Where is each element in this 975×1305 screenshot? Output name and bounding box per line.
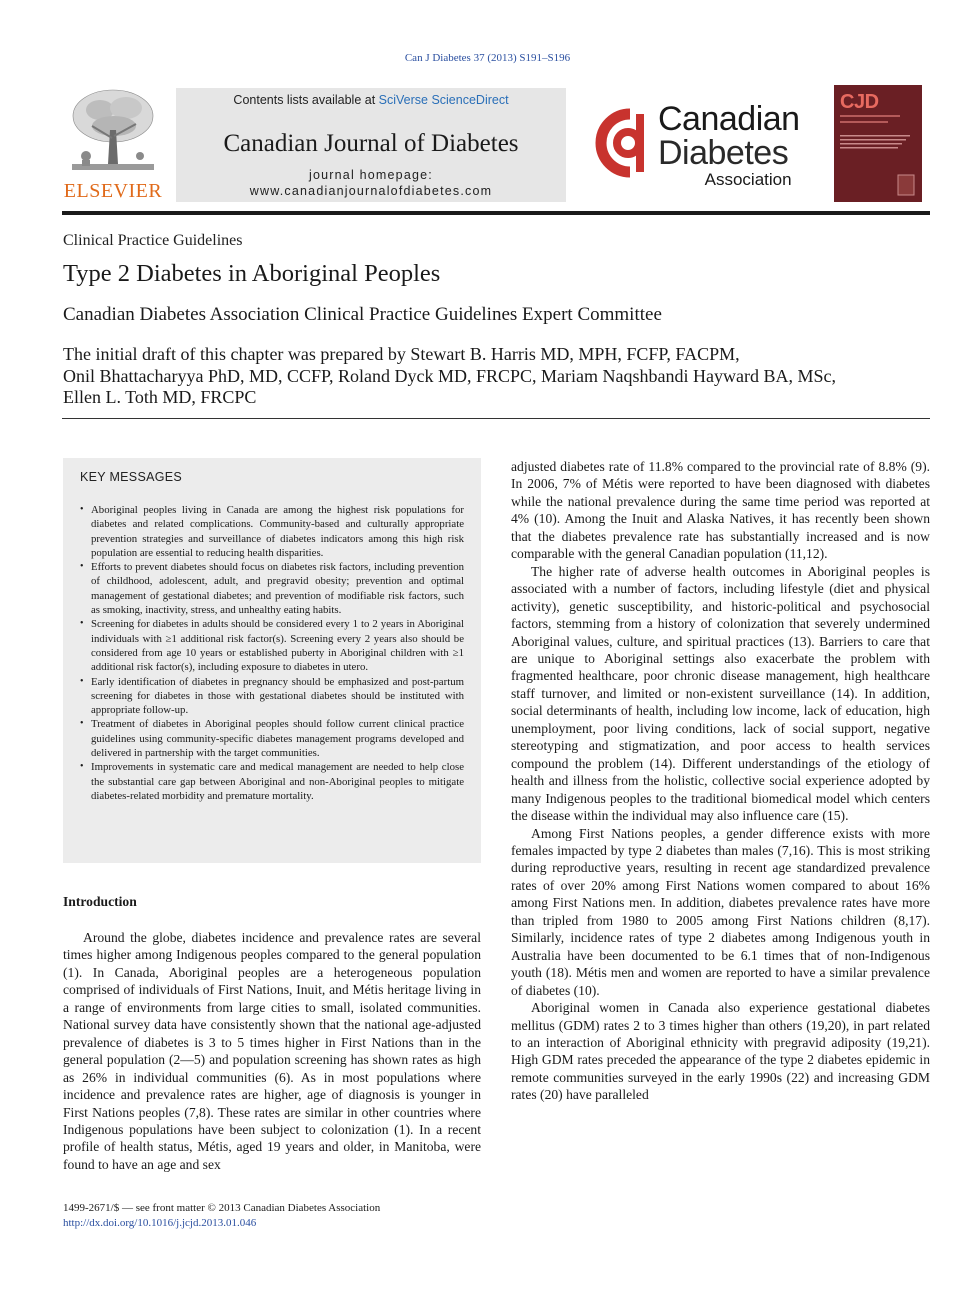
key-message-item: • Improvements in systematic care and medical management are needed to help close the substantial care gap between Aboriginal and non-Aboriginal peoples to mitigate diabetes-related morbidity and premature mortality.	[80, 760, 464, 803]
section-heading-introduction: Introduction	[63, 894, 137, 909]
elsevier-tree-icon	[62, 86, 164, 178]
right-body-column	[511, 458, 930, 1104]
sciencedirect-link[interactable]: SciVerse ScienceDirect	[378, 93, 509, 107]
key-message-item: • Screening for diabetes in adults should be considered every 1 to 2 years in Aboriginal individuals with ≥1 additional risk factor(s). Screening every 2 years also should be considered from age 10 years or established puberty in Aboriginal children with ≥1 additional risk factor(s), including exposure to diabetes in utero.	[80, 617, 464, 674]
canadian-diabetes-association-logo	[594, 100, 824, 192]
cda-mark-icon	[594, 108, 656, 178]
journal-homepage-link[interactable]: www.canadianjournalofdiabetes.com	[249, 184, 493, 198]
doi-link[interactable]: http://dx.doi.org/10.1016/j.jcjd.2013.01.046	[63, 1217, 257, 1229]
key-message-item: • Efforts to prevent diabetes should focus on diabetes risk factors, including prevention of childhood, adolescent, adult, and pregravid obesity; prevention and optimal management of gestational diabetes; and prevention of modifiable risk factors, such as smoking, inactivity, stress, and unhealthy eating habits.	[80, 560, 464, 617]
journal-cover-thumbnail[interactable]	[834, 85, 922, 202]
article-type: Clinical Practice Guidelines	[63, 232, 243, 249]
journal-homepage-label: journal homepage:	[309, 168, 433, 182]
issn-line: 1499-2671/$ — see front matter © 2013 Canadian Diabetes Association	[63, 1202, 381, 1214]
journal-name: Canadian Journal of Diabetes	[223, 130, 519, 157]
body-paragraph: Around the globe, diabetes incidence and prevalence rates are several times higher among Indigenous peoples compared to the general population (1). In Canada, Aboriginal peoples are a heterogeneous population comprised of individuals of First Nations, Inuit, and Métis heritage living in a range of environments from large cities to small, isolated communities. National survey data have consistently shown that the national age-adjusted prevalence of diabetes is 3 to 5 times higher in First Nations than in the general population (2—5) and population screening has shown rates as high as 26% in individual communities (6). As in most populations where incidence and prevalence rates are higher, age of diagnosis is younger in First Nations peoples (7,8). These rates are similar in other countries where Indigenous populations have been subject to colonization (1). In a recent profile of health status, Métis, aged 19 years and older, in Manitoba, were found to have an age and sex	[63, 930, 481, 1172]
body-divider	[62, 418, 930, 419]
cda-line-2: Diabetes	[658, 134, 789, 172]
key-message-item: • Treatment of diabetes in Aboriginal peoples should follow current clinical practice guidelines using community-specific diabetes management programs developed and delivered in partnership with the target communities.	[80, 717, 464, 760]
cda-line-1: Canadian	[658, 100, 800, 138]
body-paragraph: Aboriginal women in Canada also experience gestational diabetes mellitus (GDM) rates 2 to 3 times higher than others (19,20), in part related to an interaction of Aboriginal ethnicity with pregravid adiposity (19,21). High GDM rates preceded the appearance of the type 2 diabetes epidemic in remote communities surveyed in the early 1990s (22) and increasing GDM rates (20) have paralleled	[511, 1000, 930, 1103]
cda-line-3: Association	[704, 170, 792, 189]
body-paragraph: Among First Nations peoples, a gender difference exists with more females impacted by type 2 diabetes than males (7,16). This is most striking during reproductive years, resulting in recent age standardized prevalence rates of over 20% among First Nations women compared to about 16% among First Nations men. In addition, diabetes prevalence rates have more than tripled from 1980 to 2005 among First Nations children (8,17). Similarly, incidence rates of type 2 diabetes among Indigenous youth in Australia have been documented to be 6.1 times that of non-Indigenous youth (18). Métis men and women are reported to have a similar prevalence of diabetes (10).	[511, 825, 930, 998]
article-title: Type 2 Diabetes in Aboriginal Peoples	[63, 260, 441, 287]
key-messages-list	[80, 503, 464, 803]
cda-wordmark	[658, 102, 800, 188]
page-footer	[63, 1201, 380, 1231]
elsevier-logo	[62, 86, 164, 204]
author-note	[63, 344, 933, 409]
cover-artwork-icon	[834, 85, 922, 202]
author-note-line: Ellen L. Toth MD, FRCPC	[63, 387, 257, 407]
key-messages-title: KEY MESSAGES	[80, 470, 183, 484]
author-note-line: The initial draft of this chapter was prepared by Stewart B. Harris MD, MPH, FCFP, FACPM,	[63, 344, 740, 364]
key-messages-box	[63, 458, 481, 863]
author-note-line: Onil Bhattacharyya PhD, MD, CCFP, Roland Dyck MD, FRCPC, Mariam Naqshbandi Hayward BA, MSc,	[63, 365, 836, 386]
body-paragraph: The higher rate of adverse health outcomes in Aboriginal peoples is associated with a number of factors, including lifestyle (diet and physical activity), genetic susceptibility, and historic-political and psychosocial factors, stemming from a history of colonization that severely undermined Aboriginal values, culture, and spiritual practices (13). Barriers to care that are unique to Aboriginal settings also exacerbate the problem with fragmented healthcare, poor chronic disease management, high healthcare staff turnover, and limited or non-existent surveillance (14). In addition, social determinants of health, including low income, lack of education, high unemployment, poor living conditions, lack of social support, negative stereotyping and stigmatization, and poor access to health services compound the problem (14). Different understandings of the etiology of health and illness from the holistic, collective social experience adopted by many Indigenous peoples to the traditional biomedical model which centers the disease within the individual may also influence care (15).	[511, 563, 930, 824]
journal-banner	[176, 88, 566, 202]
key-message-item: • Aboriginal peoples living in Canada are among the highest risk populations for diabetes and related complications. Community-based and culturally appropriate prevention strategies and surveillance of diabetes indicators among this high risk population are essential to reducing health disparities.	[80, 503, 464, 560]
left-body-column	[63, 929, 481, 1173]
key-message-item: • Early identification of diabetes in pregnancy should be emphasized and post-partum screening for diabetes in those with gestational diabetes should be instituted with appropriate follow-up.	[80, 675, 464, 718]
contents-line	[176, 93, 566, 107]
elsevier-wordmark: ELSEVIER	[63, 180, 163, 202]
author-committee: Canadian Diabetes Association Clinical Practice Guidelines Expert Committee	[63, 304, 662, 325]
journal-citation[interactable]: Can J Diabetes 37 (2013) S191–S196	[404, 52, 571, 64]
contents-prefix: Contents lists available at	[233, 93, 379, 107]
cover-title: CJD	[840, 91, 879, 113]
body-paragraph: adjusted diabetes rate of 11.8% compared to the provincial rate of 8.8% (9). In 2006, 7% of Métis were reported to have been diagnosed with diabetes while the national prevalence during the same time period was reported at 4% (10). Among the Inuit and Alaska Natives, it has recently been shown that the diabetes prevalence rate has substantially increased and is now comparable with the general Canadian population (11,12).	[511, 459, 930, 562]
header-divider	[62, 211, 930, 215]
